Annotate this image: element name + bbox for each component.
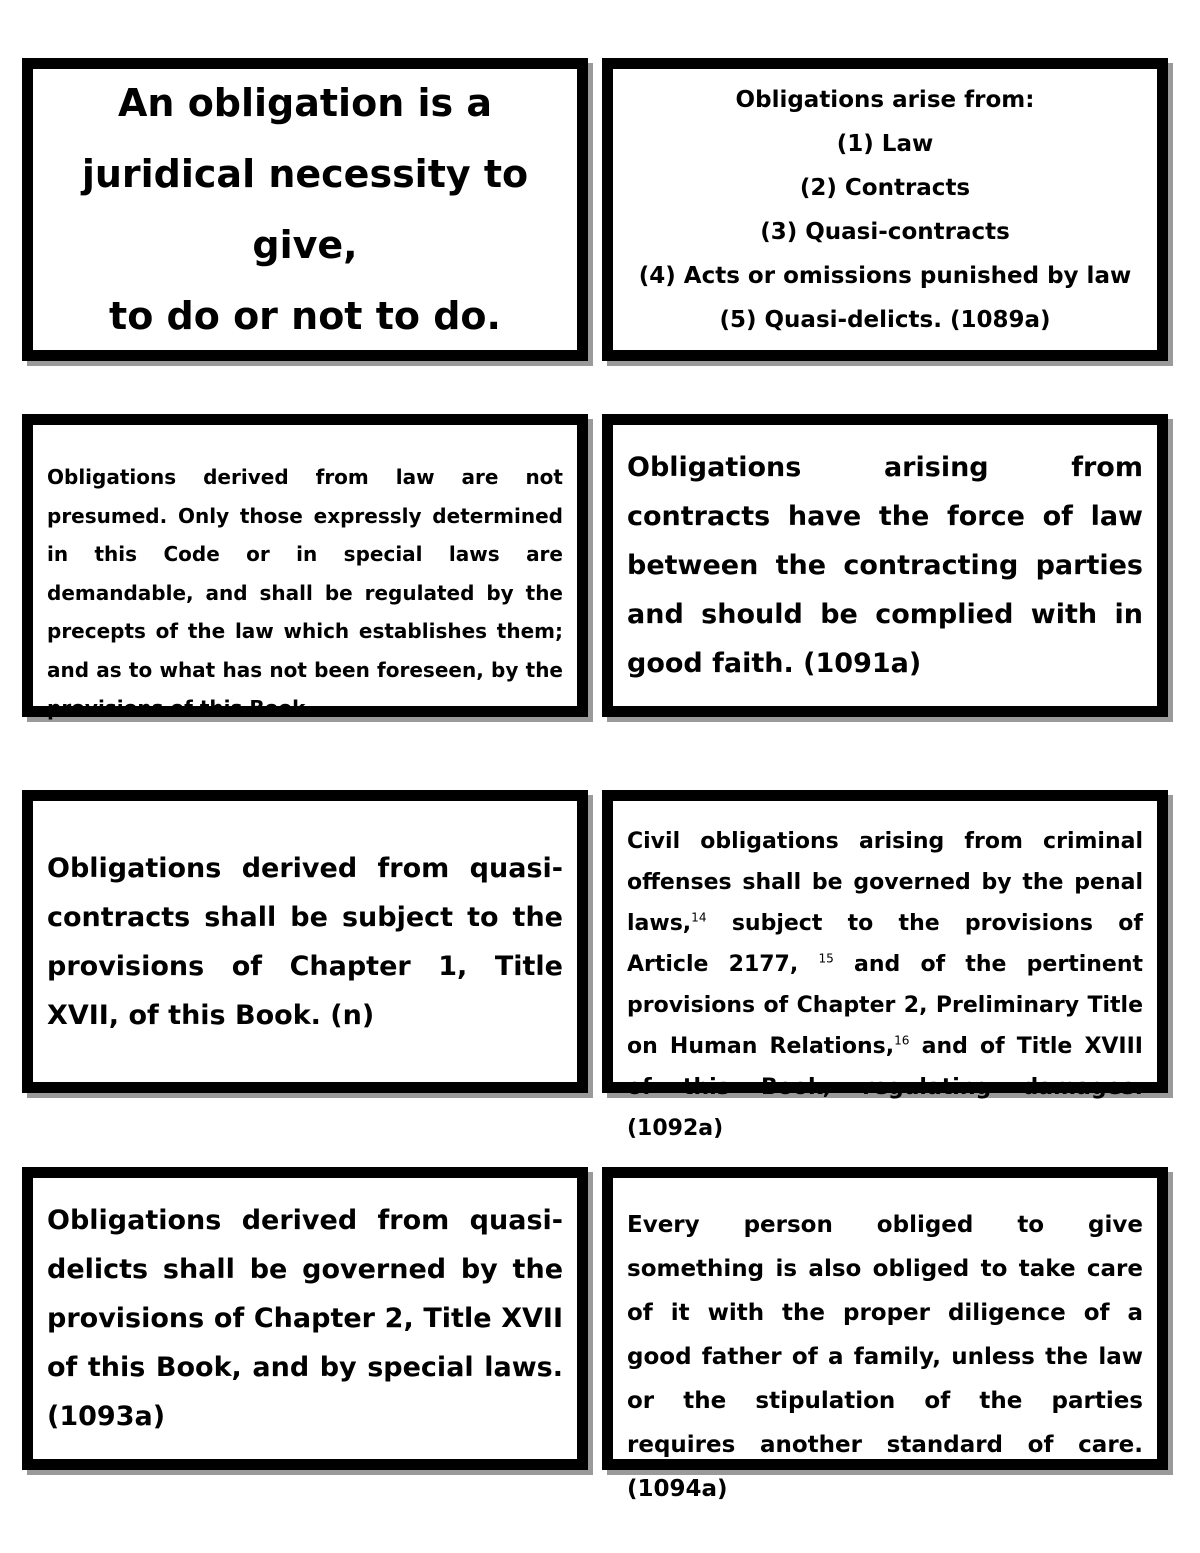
footnote-marker: 16 — [894, 1033, 910, 1048]
definition-line: give, — [252, 222, 358, 267]
card-obligations-from-quasi-delicts — [22, 1167, 588, 1470]
card-text: Obligations arising from contracts have the force of law between the contracting parties and should be complied with in good faith. (1091a) — [627, 452, 1143, 679]
source-item: (5) Quasi-delicts. (1089a) — [719, 306, 1051, 333]
source-item: (4) Acts or omissions punished by law — [638, 262, 1132, 289]
text-part: and of Title XVIII of this Book, regulating damages. (1092a) — [627, 1034, 1143, 1141]
card-text — [627, 821, 1143, 1149]
definition-line: to do or not to do. — [109, 293, 501, 338]
text-part: Civil obligations arising from criminal offenses shall be governed by the penal laws, — [627, 829, 1143, 936]
card-obligation-definition — [22, 58, 588, 361]
card-text: Obligations derived from law are not presumed. Only those expressly determined in this Code or in special laws are demandable, and shall be regulated by the precepts of the law which establishes them; and as to what has not been foreseen, by the provisions of this Book. — [47, 465, 563, 720]
card-sources-of-obligations — [602, 58, 1168, 361]
definition-line: An obligation is a — [118, 80, 492, 125]
text-part: and of the pertinent provisions of Chapter 2, Preliminary Title on Human Relations, — [627, 952, 1144, 1059]
card-obligations-from-crimes — [602, 790, 1168, 1141]
footnote-marker: 15 — [818, 951, 834, 966]
sources-heading: Obligations arise from: — [735, 86, 1035, 113]
card-obligations-from-law — [22, 414, 588, 720]
card-text: Obligations derived from quasi-contracts shall be subject to the provisions of Chapter 1, Title XVII, of this Book. (n) — [47, 852, 563, 1031]
source-item: (3) Quasi-contracts — [760, 218, 1010, 245]
card-text: Obligations derived from quasi-delicts shall be governed by the provisions of Chapter 2, Title XVII of this Book, and by special laws. (1093a) — [47, 1205, 563, 1432]
footnote-marker: 14 — [691, 910, 707, 925]
card-text: Every person obliged to give something is also obliged to take care of it with the proper diligence of a good father of a family, unless the law or the stipulation of the parties requires another standard of care. (1094a) — [627, 1212, 1143, 1502]
source-item: (1) Law — [836, 130, 934, 157]
source-item: (2) Contracts — [799, 174, 971, 201]
card-duty-of-care — [602, 1167, 1168, 1502]
card-obligations-from-contracts — [602, 414, 1168, 717]
definition-line: juridical necessity to — [81, 151, 529, 196]
text-part: subject to the provisions of Article 2177, — [627, 911, 1143, 977]
card-obligations-from-quasi-contracts — [22, 790, 588, 1093]
